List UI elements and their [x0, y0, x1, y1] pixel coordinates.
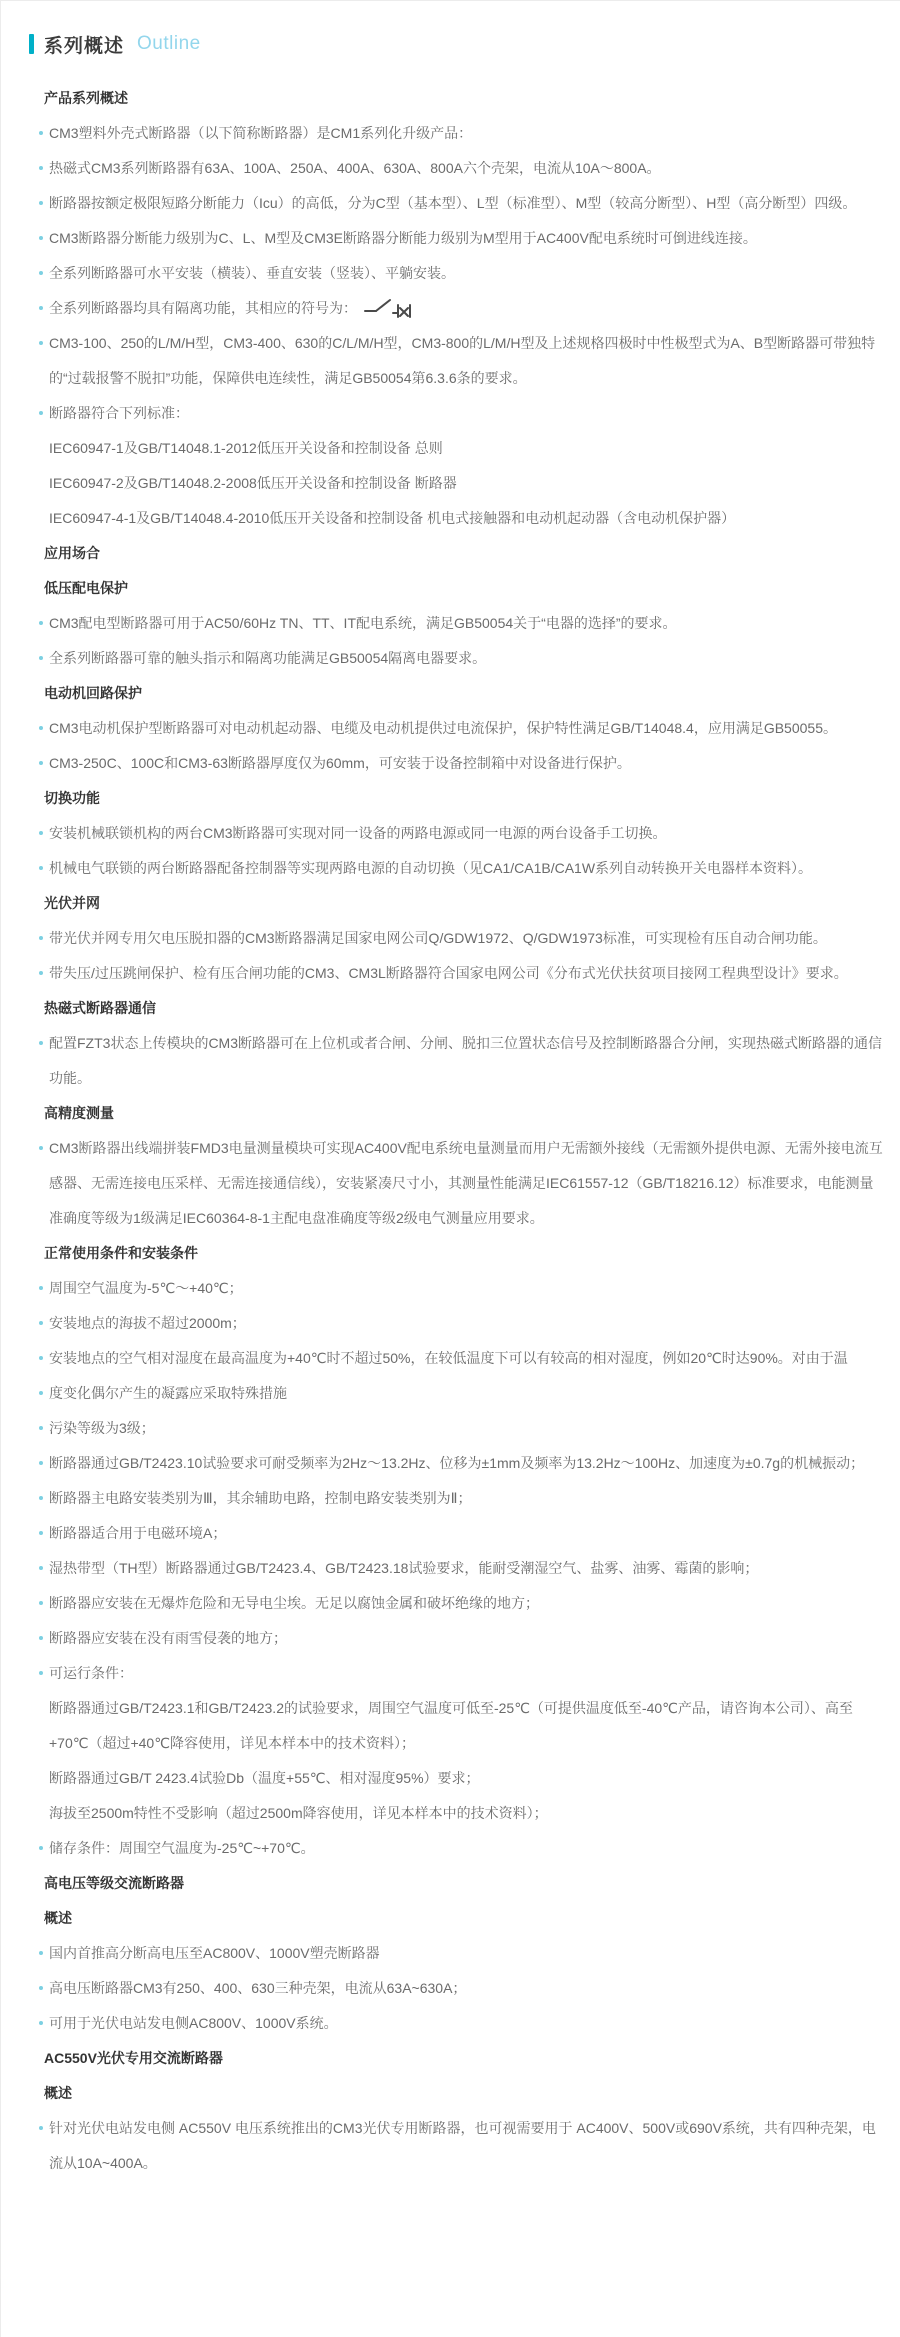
- bullet-item: [39, 1376, 886, 1411]
- bullet-icon: [39, 1496, 43, 1500]
- bullet-icon: [39, 1566, 43, 1570]
- bullet-item: [39, 221, 886, 256]
- heading-text: 电动机回路保护: [44, 685, 142, 701]
- bullet-item: [39, 1341, 886, 1376]
- section-heading: [39, 1096, 886, 1131]
- bullet-icon: [39, 2021, 43, 2025]
- heading-text: 低压配电保护: [44, 580, 128, 596]
- line-text: CM3电动机保护型断路器可对电动机起动器、电缆及电动机提供过电流保护，保护特性满足GB/T14048.4，应用满足GB50055。: [49, 720, 837, 736]
- bullet-item: [39, 291, 886, 326]
- bullet-item: [39, 1481, 886, 1516]
- bullet-item: [39, 1131, 886, 1236]
- bullet-item: [39, 1026, 886, 1096]
- line-text: 断路器主电路安装类别为Ⅲ，其余辅助电路，控制电路安装类别为Ⅱ；: [49, 1490, 472, 1506]
- bullet-icon: [39, 2126, 43, 2130]
- bullet-icon: [39, 1531, 43, 1535]
- line-text: 储存条件：周围空气温度为-25℃~+70℃。: [49, 1840, 315, 1856]
- bullet-item: [39, 711, 886, 746]
- line-text: CM3断路器出线端拼装FMD3电量测量模块可实现AC400V配电系统电量测量而用户无需额外接线（无需额外提供电源、无需外接电流互感器、无需连接电压采样、无需连接通信线），安装紧凑尺寸小，其测量性能满足IEC61557-12（GB/T18216.12）标准要求，电能测量准确度等级为1级满足IEC60364-8-1主配电盘准确度等级2级电气测量应用要求。: [49, 1140, 883, 1226]
- isolation-switch-icon: [363, 295, 415, 319]
- line-text: 配置FZT3状态上传模块的CM3断路器可在上位机或者合闸、分闸、脱扣三位置状态信号及控制断路器合分闸，实现热磁式断路器的通信功能。: [49, 1035, 882, 1086]
- bullet-icon: [39, 1391, 43, 1395]
- bullet-icon: [39, 411, 43, 415]
- line-text: 高电压断路器CM3有250、400、630三种壳架，电流从63A~630A；: [49, 1980, 467, 1996]
- bullet-icon: [39, 656, 43, 660]
- bullet-icon: [39, 1951, 43, 1955]
- page-title-en: Outline: [137, 33, 201, 54]
- text-line: [39, 1796, 886, 1831]
- section-heading: [39, 676, 886, 711]
- bullet-icon: [39, 166, 43, 170]
- bullet-icon: [39, 271, 43, 275]
- bullet-item: [39, 1516, 886, 1551]
- line-text: 带失压/过压跳闸保护、检有压合闸功能的CM3、CM3L断路器符合国家电网公司《分布式光伏扶贫项目接网工程典型设计》要求。: [49, 965, 848, 981]
- bullet-item: [39, 851, 886, 886]
- line-text: 断路器通过GB/T 2423.4试验Db（温度+55℃、相对湿度95%）要求；: [49, 1770, 480, 1786]
- bullet-icon: [39, 1846, 43, 1850]
- bullet-icon: [39, 131, 43, 135]
- series-outline-page: [1, 1, 900, 2221]
- section-heading: [39, 536, 886, 571]
- line-text: CM3-100、250的L/M/H型，CM3-400、630的C/L/M/H型，CM3-800的L/M/H型及上述规格四极时中性极型式为A、B型断路器可带独特的“过载报警不脱扣”功能，保障供电连续性，满足GB50054第6.3.6条的要求。: [49, 335, 876, 386]
- bullet-item: [39, 2006, 886, 2041]
- bullet-icon: [39, 201, 43, 205]
- section-heading: [39, 1236, 886, 1271]
- line-text: IEC60947-2及GB/T14048.2-2008低压开关设备和控制设备 断路器: [49, 475, 457, 491]
- bullet-item: [39, 1271, 886, 1306]
- bullet-icon: [39, 341, 43, 345]
- bullet-icon: [39, 1636, 43, 1640]
- section-heading: [39, 571, 886, 606]
- line-text: CM3配电型断路器可用于AC50/60Hz TN、TT、IT配电系统，满足GB50054关于“电器的选择”的要求。: [49, 615, 677, 631]
- section-heading: [39, 1866, 886, 1901]
- bullet-item: [39, 746, 886, 781]
- line-text: 海拔至2500m特性不受影响（超过2500m降容使用，详见本样本中的技术资料）；: [49, 1805, 548, 1821]
- line-text: 全系列断路器均具有隔离功能，其相应的符号为：: [49, 300, 357, 316]
- line-text: 国内首推高分断高电压至AC800V、1000V塑壳断路器: [49, 1945, 380, 1961]
- section-heading: [39, 81, 886, 116]
- page-title-zh: 系列概述: [44, 35, 125, 57]
- heading-text: 概述: [44, 1910, 72, 1926]
- bullet-item: [39, 116, 886, 151]
- line-text: 全系列断路器可水平安装（横装）、垂直安装（竖装）、平躺安装。: [49, 265, 455, 281]
- line-text: 可运行条件：: [49, 1665, 133, 1681]
- bullet-item: [39, 2111, 886, 2181]
- text-line: [39, 501, 886, 536]
- bullet-item: [39, 956, 886, 991]
- bullet-icon: [39, 971, 43, 975]
- heading-text: 高电压等级交流断路器: [44, 1875, 184, 1891]
- line-text: 安装地点的海拔不超过2000m；: [49, 1315, 246, 1331]
- line-text: CM3断路器分断能力级别为C、L、M型及CM3E断路器分断能力级别为M型用于AC400V配电系统时可倒进线连接。: [49, 230, 757, 246]
- bullet-icon: [39, 761, 43, 765]
- bullet-icon: [39, 1986, 43, 1990]
- line-text: IEC60947-4-1及GB/T14048.4-2010低压开关设备和控制设备 机电式接触器和电动机起动器（含电动机保护器）: [49, 510, 736, 526]
- bullet-icon: [39, 1601, 43, 1605]
- bullet-icon: [39, 866, 43, 870]
- heading-text: 概述: [44, 2085, 72, 2101]
- text-line: [39, 1761, 886, 1796]
- section-header: [29, 31, 888, 57]
- bullet-icon: [39, 831, 43, 835]
- bullet-item: [39, 1551, 886, 1586]
- section-heading: [39, 2041, 886, 2076]
- line-text: IEC60947-1及GB/T14048.1-2012低压开关设备和控制设备 总则: [49, 440, 443, 456]
- section-heading: [39, 781, 886, 816]
- bullet-item: [39, 326, 886, 396]
- bullet-icon: [39, 1286, 43, 1290]
- heading-text: 光伏并网: [44, 895, 100, 911]
- bullet-icon: [39, 1321, 43, 1325]
- heading-text: 产品系列概述: [44, 90, 128, 106]
- line-text: 全系列断路器可靠的触头指示和隔离功能满足GB50054隔离电器要求。: [49, 650, 487, 666]
- bullet-item: [39, 1306, 886, 1341]
- content-list: [39, 81, 886, 2181]
- heading-text: 切换功能: [44, 790, 100, 806]
- section-heading: [39, 2076, 886, 2111]
- bullet-icon: [39, 306, 43, 310]
- bullet-item: [39, 396, 886, 431]
- section-heading: [39, 886, 886, 921]
- bullet-item: [39, 921, 886, 956]
- line-text: 可用于光伏电站发电侧AC800V、1000V系统。: [49, 2015, 338, 2031]
- bullet-item: [39, 151, 886, 186]
- bullet-item: [39, 1971, 886, 2006]
- line-text: 断路器通过GB/T2423.1和GB/T2423.2的试验要求，周围空气温度可低至-25℃（可提供温度低至-40℃产品，请咨询本公司）、高至+70℃（超过+40℃降容使用，详见本样本中的技术资料）；: [49, 1700, 853, 1751]
- bullet-item: [39, 816, 886, 851]
- accent-bar: [29, 34, 34, 54]
- line-text: 断路器通过GB/T2423.10试验要求可耐受频率为2Hz～13.2Hz、位移为±1mm及频率为13.2Hz～100Hz、加速度为±0.7g的机械振动；: [49, 1455, 865, 1471]
- bullet-icon: [39, 621, 43, 625]
- line-text: 带光伏并网专用欠电压脱扣器的CM3断路器满足国家电网公司Q/GDW1972、Q/GDW1973标准，可实现检有压自动合闸功能。: [49, 930, 827, 946]
- bullet-icon: [39, 1146, 43, 1150]
- bullet-icon: [39, 1671, 43, 1675]
- bullet-item: [39, 1411, 886, 1446]
- bullet-icon: [39, 726, 43, 730]
- bullet-item: [39, 1446, 886, 1481]
- bullet-item: [39, 641, 886, 676]
- line-text: 断路器适合用于电磁环境A；: [49, 1525, 227, 1541]
- line-text: 断路器按额定极限短路分断能力（Icu）的高低，分为C型（基本型）、L型（标准型）、M型（较高分断型）、H型（高分断型）四级。: [49, 195, 857, 211]
- heading-text: 热磁式断路器通信: [44, 1000, 156, 1016]
- bullet-icon: [39, 236, 43, 240]
- text-line: [39, 431, 886, 466]
- bullet-icon: [39, 936, 43, 940]
- bullet-item: [39, 1586, 886, 1621]
- line-text: 针对光伏电站发电侧 AC550V 电压系统推出的CM3光伏专用断路器，也可视需要用于 AC400V、500V或690V系统，共有四种壳架，电流从10A~400A。: [49, 2120, 876, 2171]
- line-text: CM3塑料外壳式断路器（以下简称断路器）是CM1系列化升级产品：: [49, 125, 473, 141]
- section-heading: [39, 1901, 886, 1936]
- line-text: 机械电气联锁的两台断路器配备控制器等实现两路电源的自动切换（见CA1/CA1B/CA1W系列自动转换开关电器样本资料）。: [49, 860, 813, 876]
- section-heading: [39, 991, 886, 1026]
- line-text: 安装机械联锁机构的两台CM3断路器可实现对同一设备的两路电源或同一电源的两台设备手工切换。: [49, 825, 667, 841]
- bullet-item: [39, 1656, 886, 1691]
- heading-text: 应用场合: [44, 545, 100, 561]
- line-text: 安装地点的空气相对湿度在最高温度为+40℃时不超过50%，在较低温度下可以有较高的相对湿度，例如20℃时达90%。对由于温: [49, 1350, 848, 1366]
- line-text: CM3-250C、100C和CM3-63断路器厚度仅为60mm，可安装于设备控制箱中对设备进行保护。: [49, 755, 631, 771]
- bullet-item: [39, 186, 886, 221]
- line-text: 断路器应安装在无爆炸危险和无导电尘埃。无足以腐蚀金属和破坏绝缘的地方；: [49, 1595, 539, 1611]
- bullet-item: [39, 1936, 886, 1971]
- line-text: 断路器符合下列标准：: [49, 405, 189, 421]
- bullet-item: [39, 1831, 886, 1866]
- heading-text: AC550V光伏专用交流断路器: [44, 2050, 223, 2066]
- text-line: [39, 1691, 886, 1761]
- bullet-item: [39, 1621, 886, 1656]
- bullet-item: [39, 606, 886, 641]
- line-text: 周围空气温度为-5℃～+40℃；: [49, 1280, 243, 1296]
- text-line: [39, 466, 886, 501]
- line-text: 度变化偶尔产生的凝露应采取特殊措施: [49, 1385, 287, 1401]
- bullet-item: [39, 256, 886, 291]
- line-text: 湿热带型（TH型）断路器通过GB/T2423.4、GB/T2423.18试验要求，能耐受潮湿空气、盐雾、油雾、霉菌的影响；: [49, 1560, 759, 1576]
- line-text: 热磁式CM3系列断路器有63A、100A、250A、400A、630A、800A六个壳架，电流从10A～800A。: [49, 160, 661, 176]
- heading-text: 高精度测量: [44, 1105, 114, 1121]
- line-text: 断路器应安装在没有雨雪侵袭的地方；: [49, 1630, 287, 1646]
- bullet-icon: [39, 1426, 43, 1430]
- bullet-icon: [39, 1356, 43, 1360]
- line-text: 污染等级为3级；: [49, 1420, 155, 1436]
- bullet-icon: [39, 1461, 43, 1465]
- heading-text: 正常使用条件和安装条件: [44, 1245, 198, 1261]
- bullet-icon: [39, 1041, 43, 1045]
